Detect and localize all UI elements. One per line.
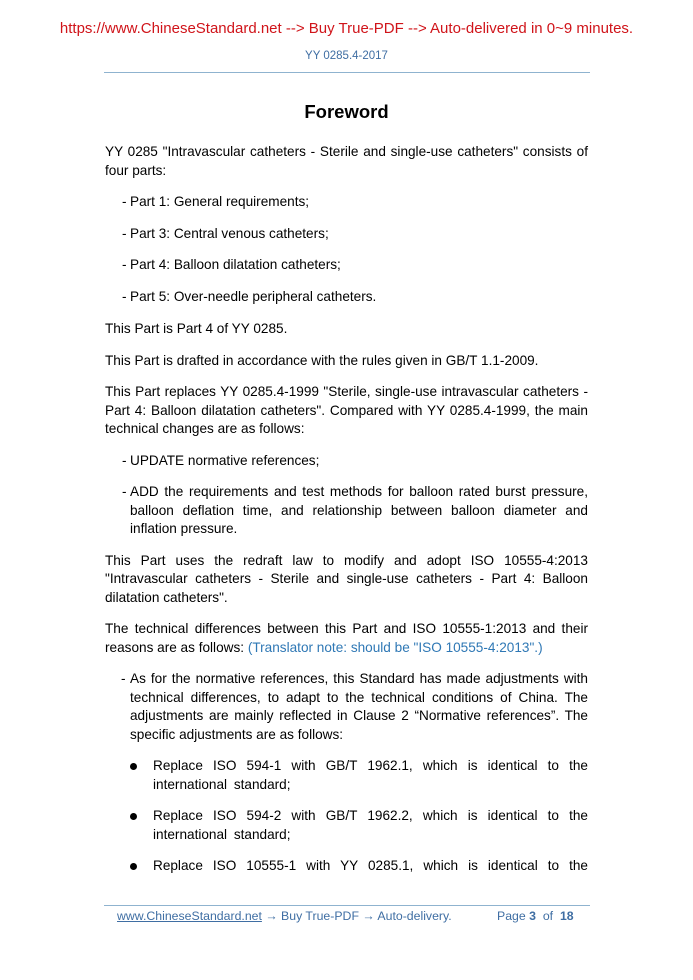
footer-site-link[interactable]: www.ChineseStandard.net bbox=[117, 909, 262, 923]
dash-marker: - bbox=[122, 257, 127, 272]
list-item: - UPDATE normative references; bbox=[105, 452, 588, 471]
document-id: YY 0285.4-2017 bbox=[305, 50, 388, 62]
dash-marker: - bbox=[122, 484, 127, 499]
footer-text: → Buy True-PDF → Auto-delivery. bbox=[261, 909, 452, 923]
bullet-icon bbox=[130, 813, 137, 820]
list-item: - As for the normative references, this Standard has made adjustments with technical differences, to adapt to the technical conditions of China. The adjustments are mainly reflected in Clause 2 “Normative references”. The specific adjustments are as follows: bbox=[121, 671, 588, 742]
bullet-icon bbox=[130, 863, 137, 870]
document-body bbox=[105, 143, 588, 889]
page-title: Foreword bbox=[304, 101, 389, 122]
current-page: 3 bbox=[529, 909, 536, 923]
replaces-paragraph: This Part replaces YY 0285.4-1999 "Sterile, single-use intravascular catheters - Part 4: Balloon dilatation catheters". Compared with YY 0285.4-1999, the main technical changes are as follows: bbox=[105, 384, 588, 436]
list-item: - Part 4: Balloon dilatation catheters; bbox=[105, 256, 588, 275]
list-item: - Part 3: Central venous catheters; bbox=[105, 225, 588, 244]
dash-marker: - bbox=[122, 452, 127, 468]
total-pages: 18 bbox=[559, 909, 574, 923]
bullet-item: Replace ISO 594-1 with GB/T 1962.1, which is identical to the international standard; bbox=[105, 757, 588, 794]
part-paragraph: This Part is Part 4 of YY 0285. bbox=[105, 321, 288, 336]
list-item: - ADD the requirements and test methods for balloon rated burst pressure, balloon deflation time, and relationship between balloon diameter and inflation pressure. bbox=[122, 484, 588, 536]
bullet-icon bbox=[130, 763, 137, 770]
top-banner[interactable]: https://www.ChineseStandard.net --> Buy True-PDF --> Auto-delivered in 0~9 minutes. bbox=[59, 20, 634, 37]
dash-marker: - bbox=[122, 225, 127, 241]
dash-marker: - bbox=[121, 671, 126, 686]
bullet-item: Replace ISO 10555-1 with YY 0285.1, which is identical to the bbox=[105, 857, 588, 876]
intro-paragraph: YY 0285 "Intravascular catheters - Sterile and single-use catheters" consists of four parts: bbox=[105, 144, 588, 178]
differences-paragraph: The technical differences between this Part and ISO 10555-1:2013 and their reasons are as follows: (Translator note: should be "ISO 10555-4:2013".) bbox=[105, 621, 588, 655]
redraft-paragraph: This Part uses the redraft law to modify and adopt ISO 10555-4:2013 "Intravascular catheters - Sterile and single-use catheters - Part 4: Balloon dilatation catheters". bbox=[105, 552, 588, 605]
header-divider bbox=[104, 72, 590, 73]
list-item: - Part 5: Over-needle peripheral catheters. bbox=[105, 288, 588, 307]
list-item: - Part 1: General requirements; bbox=[105, 193, 588, 212]
dash-marker: - bbox=[122, 194, 127, 209]
drafted-paragraph: This Part is drafted in accordance with the rules given in GB/T 1.1-2009. bbox=[105, 352, 539, 368]
bullet-item: Replace ISO 594-2 with GB/T 1962.2, which is identical to the international standard; bbox=[105, 807, 588, 844]
dash-marker: - bbox=[122, 288, 127, 304]
page-indicator: Page 3 of 18 bbox=[497, 909, 574, 923]
footer bbox=[117, 909, 587, 923]
translator-note: (Translator note: should be "ISO 10555-4:2013".) bbox=[247, 639, 543, 655]
footer-divider bbox=[104, 905, 590, 906]
